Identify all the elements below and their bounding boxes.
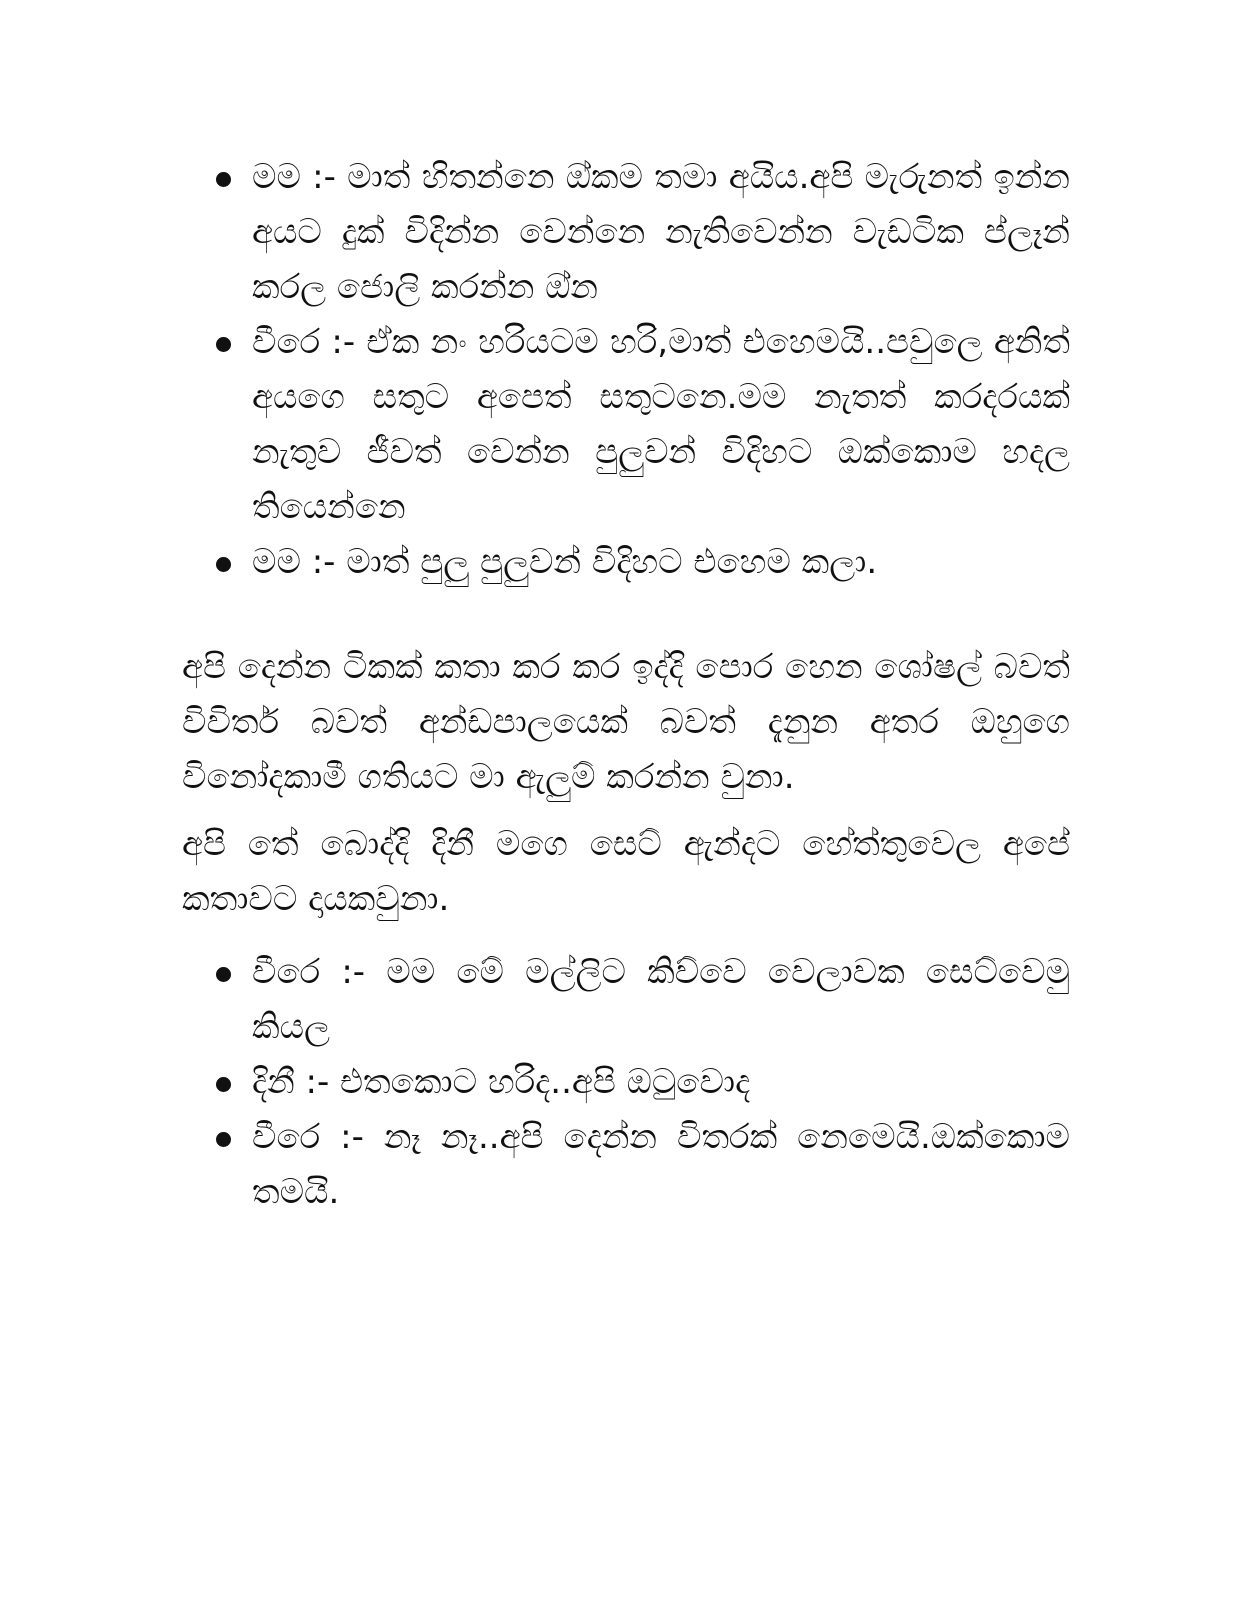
list-item [252,315,1070,535]
bullet-icon [216,557,231,572]
spacer [182,805,1070,817]
spacer [182,590,1070,640]
list-item [252,1110,1070,1220]
paragraph: අපි දෙන්න ටිකක් කතා කර කර ඉද්දි පොර හෙන ශෝෂල් බවත් විවිර්ත බවත් අන්ඩපාලයෙක් බවත් දැනුන අතර ඔහුගෙ විනෝදකාමී ගතියට මා ඇලුම් කරන්න වුනා. [182,647,1070,797]
list-item-text: වීරෙ :- නෑ නෑ..අපි දෙන්න විතරක් නෙමෙයි.ඔක්කොම තමයි. [252,1117,1070,1212]
paragraph: අපි තේ බොද්දි දිනී මගෙ සෙට් ඇන්දට හේත්තුවෙල අපේ කතාවට දායකවුනා. [182,824,1070,919]
dialogue-list-1 [182,150,1070,590]
bullet-icon [216,172,231,187]
list-item-text: දිනී :- එතකොට හරිද..අපි ඔටුවොද [252,1062,751,1102]
bullet-icon [216,1077,231,1092]
list-item [252,535,1070,590]
document-body [182,150,1070,1220]
dialogue-list-2 [182,945,1070,1220]
list-item [252,1055,1070,1110]
spacer [182,927,1070,945]
list-item-text: මම :- මාත් පුලු පුලුවන් විදිහට එහෙම කලා. [252,542,878,582]
bullet-icon [216,967,231,982]
list-item-text: වීරෙ :- මම මේ මල්ලිට කිව්වෙ වෙලාවක සෙට්වෙමු කියල [252,952,1070,1047]
list-item-text: වීරෙ :- ඒක නං හරියටම හරි,මාත් එහෙමයි..පවුලෙ අනිත් අයගෙ සතුට අපෙත් සතුටනෙ.මම නැතත් කරදරයක් නැතුව ජීවත් වෙන්න පුලුවන් විදිහට ඔක්කොම හදල තියෙන්නෙ [252,322,1070,527]
list-item [252,945,1070,1055]
list-item-text: මම :- මාත් හිතන්නෙ ඔ්කම තමා අයිය.අපි මැරුනත් ඉන්න අයට දුක් විදින්න වෙන්නෙ නැතිවෙන්න වැඩටික ප්ලෑන් කරල ජොලි කරන්න ඔ්න [252,157,1070,307]
list-item [252,150,1070,315]
bullet-icon [216,1132,231,1147]
bullet-icon [216,337,231,352]
